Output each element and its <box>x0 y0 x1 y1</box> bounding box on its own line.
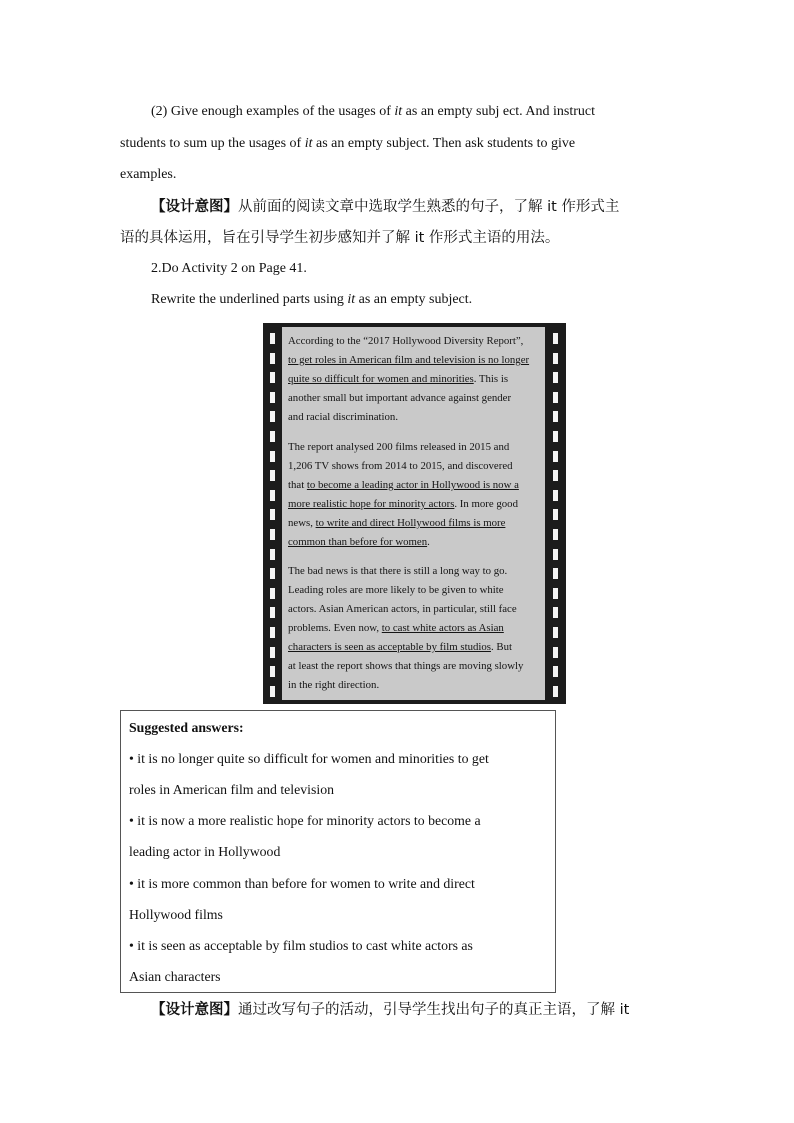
film-sprocket-hole <box>270 431 275 442</box>
film-sprocket-hole <box>270 509 275 520</box>
film-sprocket-hole <box>270 607 275 618</box>
intro-line-3: examples. <box>120 167 177 182</box>
answer-line: • it is now a more realistic hope for minority actors to become a <box>129 813 481 828</box>
answer-line: Asian characters <box>129 969 221 984</box>
film-sprocket-hole <box>270 333 275 344</box>
answer-line: • it is no longer quite so difficult for women and minorities to get <box>129 751 489 766</box>
passage-line: and racial discrimination. <box>288 411 399 423</box>
answer-line: roles in American film and television <box>129 782 334 797</box>
film-sprocket-hole <box>553 470 558 481</box>
design-intent-1-line-2: 语的具体运用，旨在引导学生初步感知并了解 it 作形式主语的用法。 <box>120 230 560 246</box>
passage-line: that to become a leading actor in Hollywood is now a <box>288 479 519 491</box>
film-sprocket-hole <box>553 686 558 697</box>
film-sprocket-hole <box>270 529 275 540</box>
passage-line: more realistic hope for minority actors. In more good <box>288 498 518 510</box>
film-sprocket-hole <box>553 607 558 618</box>
passage-line: Leading roles are more likely to be given to white <box>288 584 504 596</box>
film-sprocket-hole <box>553 490 558 501</box>
answer-line: Hollywood films <box>129 907 223 922</box>
passage-line: characters is seen as acceptable by film studios. But <box>288 641 512 653</box>
passage-line: actors. Asian American actors, in particular, still face <box>288 603 517 615</box>
film-sprocket-hole <box>270 451 275 462</box>
intro-line-1: (2) Give enough examples of the usages of it as an empty subj ect. And instruct <box>151 104 596 119</box>
passage-line: to get roles in American film and television is no longer <box>288 354 530 366</box>
activity-heading: 2.Do Activity 2 on Page 41. <box>151 261 307 276</box>
film-sprocket-hole <box>553 529 558 540</box>
passage-line: problems. Even now, to cast white actors as Asian <box>288 622 504 634</box>
passage-line: According to the “2017 Hollywood Diversity Report”, <box>288 335 524 347</box>
passage-line: at least the report shows that things are moving slowly <box>288 660 524 672</box>
film-sprocket-hole <box>270 411 275 422</box>
film-sprocket-hole <box>553 353 558 364</box>
film-sprocket-hole <box>553 647 558 658</box>
film-sprocket-hole <box>553 372 558 383</box>
film-sprocket-hole <box>270 647 275 658</box>
film-sprocket-hole <box>270 353 275 364</box>
film-sprocket-hole <box>270 686 275 697</box>
answer-line: • it is more common than before for women to write and direct <box>129 876 475 891</box>
film-sprocket-hole <box>553 568 558 579</box>
film-sprocket-hole <box>553 666 558 677</box>
passage-line: common than before for women. <box>288 536 430 548</box>
film-sprocket-hole <box>270 666 275 677</box>
passage-line: news, to write and direct Hollywood films is more <box>288 517 506 529</box>
design-intent-2-line-1: 【设计意图】通过改写句子的活动，引导学生找出句子的真正主语，了解 it <box>151 1002 630 1018</box>
film-sprocket-hole <box>270 568 275 579</box>
suggested-answers-box <box>120 710 556 993</box>
answer-line: • it is seen as acceptable by film studios to cast white actors as <box>129 938 473 953</box>
film-sprocket-hole <box>553 333 558 344</box>
film-sprocket-hole <box>270 372 275 383</box>
passage-line: The report analysed 200 films released in 2015 and <box>288 441 510 453</box>
film-sprocket-hole <box>270 588 275 599</box>
intro-line-2: students to sum up the usages of it as an empty subject. Then ask students to give <box>120 136 576 151</box>
film-sprocket-hole <box>270 490 275 501</box>
passage-line: in the right direction. <box>288 679 380 691</box>
film-sprocket-hole <box>553 588 558 599</box>
film-sprocket-hole <box>553 549 558 560</box>
film-sprocket-hole <box>270 627 275 638</box>
film-sprocket-hole <box>553 431 558 442</box>
activity-instruction: Rewrite the underlined parts using it as an empty subject. <box>151 292 473 307</box>
film-sprocket-hole <box>553 627 558 638</box>
film-sprocket-hole <box>270 470 275 481</box>
film-sprocket-hole <box>553 411 558 422</box>
film-sprocket-hole <box>553 451 558 462</box>
film-sprocket-hole <box>553 509 558 520</box>
film-sprocket-hole <box>553 392 558 403</box>
film-sprocket-hole <box>270 392 275 403</box>
passage-line: 1,206 TV shows from 2014 to 2015, and discovered <box>288 460 513 472</box>
design-intent-1-line-1: 【设计意图】从前面的阅读文章中选取学生熟悉的句子，了解 it 作形式主 <box>151 199 620 215</box>
answers-title: Suggested answers: <box>129 720 244 735</box>
passage-line: another small but important advance against gender <box>288 392 512 404</box>
film-sprocket-hole <box>270 549 275 560</box>
answer-line: leading actor in Hollywood <box>129 844 281 859</box>
passage-line: quite so difficult for women and minorities. This is <box>288 373 509 385</box>
film-strip-passage <box>263 323 566 704</box>
passage-line: The bad news is that there is still a long way to go. <box>288 565 508 577</box>
